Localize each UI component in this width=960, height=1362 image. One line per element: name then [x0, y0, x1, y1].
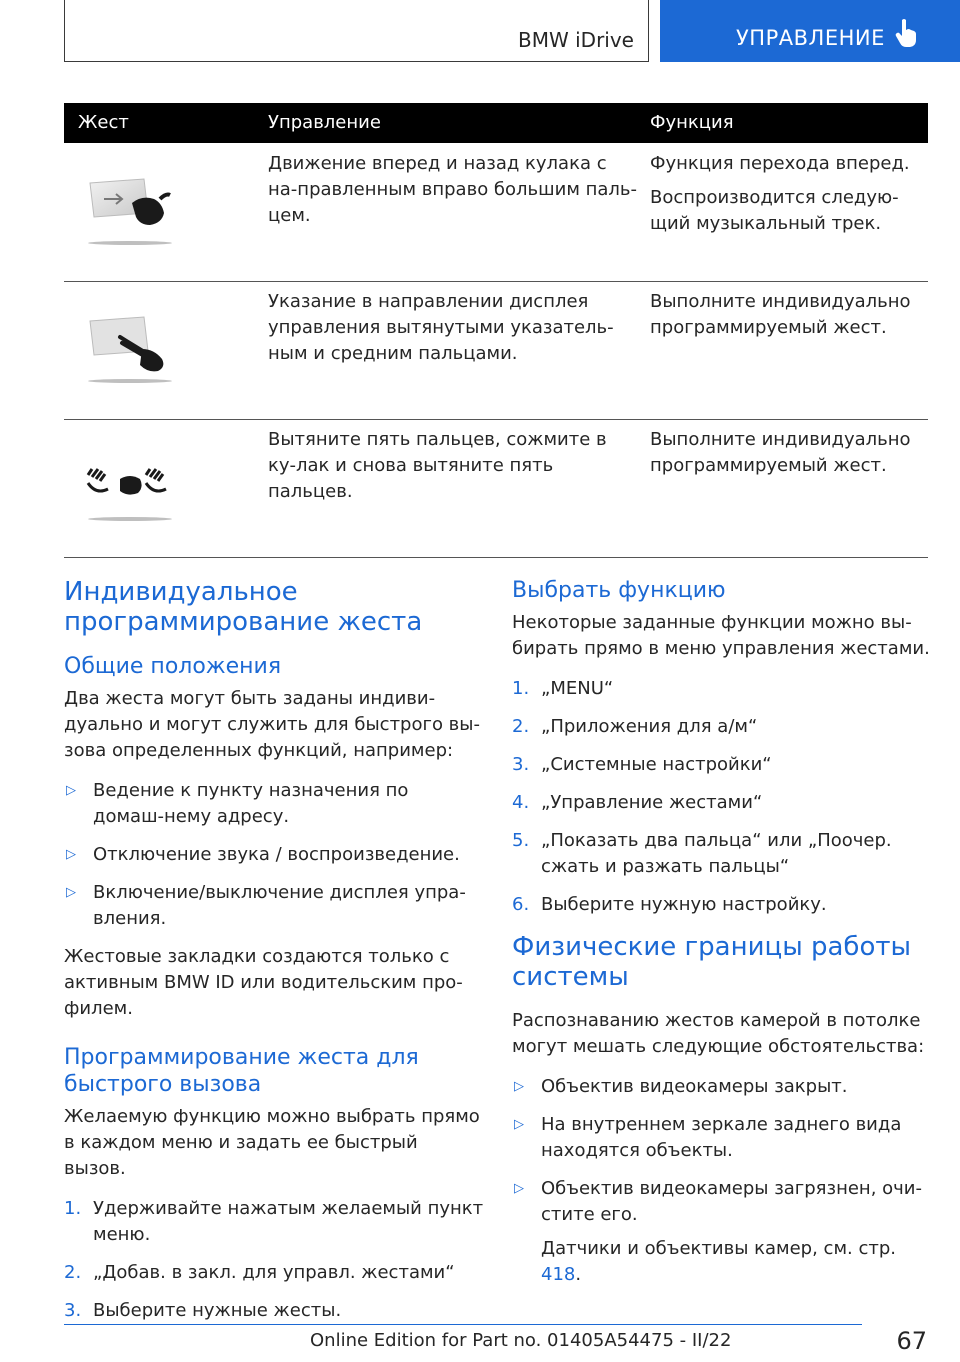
row-function-text [650, 151, 930, 245]
row-control-text: Движение вперед и назад кулака с на-правленным вправо большим паль-цем. [268, 153, 638, 226]
list-item-text: „Управление жестами“ [541, 792, 763, 813]
row-control-text: Указание в направлении дисплея управления вытянутыми указатель-ным и средним пальцами. [268, 291, 614, 364]
list-item [64, 880, 484, 932]
list-item-text: „Добав. в закл. для управл. жестами“ [93, 1262, 455, 1283]
list-item [512, 1112, 932, 1164]
row-control-text: Вытяните пять пальцев, сожмите в ку-лак и снова вытяните пять пальцев. [268, 429, 607, 502]
section-title: УПРАВЛЕНИЕ [736, 26, 885, 50]
gesture-table-header [64, 103, 928, 143]
steps-list [512, 676, 932, 918]
list-item [64, 1298, 484, 1324]
triangle-bullet-icon: ▷ [66, 783, 76, 798]
list-item [64, 842, 484, 868]
step-number: 1. [512, 678, 530, 699]
list-item [512, 752, 932, 778]
section-tab [660, 0, 960, 62]
step-number: 5. [512, 830, 530, 851]
list-item [512, 828, 932, 880]
col-gesture-header: Жест [78, 112, 129, 133]
doc-title: BMW iDrive [518, 28, 634, 52]
sensor-note-end: . [575, 1264, 582, 1285]
function-line: Выполните индивидуально программируемый жест. [650, 429, 911, 476]
header-title-box [64, 0, 649, 62]
list-item [64, 778, 484, 830]
list-item [64, 1260, 484, 1286]
list-item-text: Отключение звука / воспроизведение. [93, 844, 460, 865]
sensor-note-text: Датчики и объективы камер, см. стр. [541, 1238, 896, 1259]
page-link[interactable]: 418 [541, 1264, 576, 1285]
bullet-list [64, 778, 484, 932]
col-control-header: Управление [268, 112, 381, 133]
list-item-text: Выберите нужную настройку. [541, 894, 827, 915]
function-line: Функция перехода вперед. [650, 153, 910, 174]
list-item-text: „Приложения для а/м“ [541, 716, 758, 737]
step-number: 4. [512, 792, 530, 813]
list-item-text: Выберите нужные жесты. [93, 1300, 342, 1321]
list-item-text: Включение/выключение дисплея упра-вления. [93, 882, 466, 929]
steps-list [64, 1196, 484, 1324]
triangle-bullet-icon: ▷ [66, 847, 76, 862]
right-column [512, 577, 932, 1300]
edition-note: Online Edition for Part no. 01405A54475 - II/22 [310, 1330, 732, 1351]
footer-divider [64, 1324, 862, 1325]
list-item [64, 1196, 484, 1248]
step-number: 2. [512, 716, 530, 737]
list-item-text: Ведение к пункту назначения по домаш-нему адресу. [93, 780, 409, 827]
subsection-heading: Программирование жеста для быстрого вызова [64, 1045, 419, 1097]
table-row [64, 143, 928, 282]
subsection-heading: Выбрать функцию [512, 578, 726, 603]
row-function-text [650, 289, 930, 349]
step-number: 6. [512, 894, 530, 915]
triangle-bullet-icon: ▷ [514, 1117, 524, 1132]
two-fingers-point-gesture-icon [84, 307, 184, 391]
list-item-text: „MENU“ [541, 678, 614, 699]
list-item-text: На внутреннем зеркале заднего вида находятся объекты. [541, 1114, 902, 1161]
col-function-header: Функция [650, 112, 734, 133]
list-item [512, 892, 932, 918]
triangle-bullet-icon: ▷ [514, 1079, 524, 1094]
list-item [512, 790, 932, 816]
paragraph: Распознаванию жестов камерой в потолке могут мешать следующие обстоятельства: [512, 1010, 925, 1057]
step-number: 3. [512, 754, 530, 775]
table-row [64, 419, 928, 558]
list-item-text: „Показать два пальца“ или „Поочер. сжать и разжать пальцы“ [541, 830, 892, 877]
step-number: 1. [64, 1198, 82, 1219]
bullet-list [512, 1074, 932, 1288]
paragraph: Жестовые закладки создаются только с активным BMW ID или водительским про-филем. [64, 946, 463, 1019]
list-item-text: Объектив видеокамеры закрыт. [541, 1076, 848, 1097]
triangle-bullet-icon: ▷ [514, 1181, 524, 1196]
table-row [64, 281, 928, 420]
step-number: 2. [64, 1262, 82, 1283]
list-item [512, 1074, 932, 1100]
list-item [512, 1176, 932, 1288]
list-item [512, 714, 932, 740]
list-item-text: Удерживайте нажатым желаемый пункт меню. [93, 1198, 484, 1245]
open-fist-open-hand-gesture-icon [84, 445, 184, 529]
left-column [64, 577, 484, 1336]
section-heading: Индивидуальное программирование жеста [64, 577, 423, 637]
paragraph: Два жеста могут быть заданы индиви-дуально и могут служить для быстрого вы-зова определенных функций, например: [64, 688, 480, 761]
function-line: Выполните индивидуально программируемый жест. [650, 291, 911, 338]
page-number: 67 [896, 1327, 927, 1355]
step-number: 3. [64, 1300, 82, 1321]
section-heading: Физические границы работы системы [512, 932, 912, 992]
paragraph: Желаемую функцию можно выбрать прямо в каждом меню и задать ее быстрый вызов. [64, 1106, 480, 1179]
list-item-text: „Системные настройки“ [541, 754, 772, 775]
sensor-note [541, 1236, 932, 1288]
subsection-heading: Общие положения [64, 654, 282, 679]
paragraph: Некоторые заданные функции можно вы-бирать прямо в меню управления жестами. [512, 612, 930, 659]
hand-pointer-icon [895, 18, 917, 52]
row-function-text [650, 427, 930, 487]
fist-thumb-right-gesture-icon [84, 169, 184, 253]
list-item [512, 676, 932, 702]
function-line: Воспроизводится следую-щий музыкальный трек. [650, 187, 899, 234]
triangle-bullet-icon: ▷ [66, 885, 76, 900]
list-item-text: Объектив видеокамеры загрязнен, очи-стите его. [541, 1178, 922, 1225]
